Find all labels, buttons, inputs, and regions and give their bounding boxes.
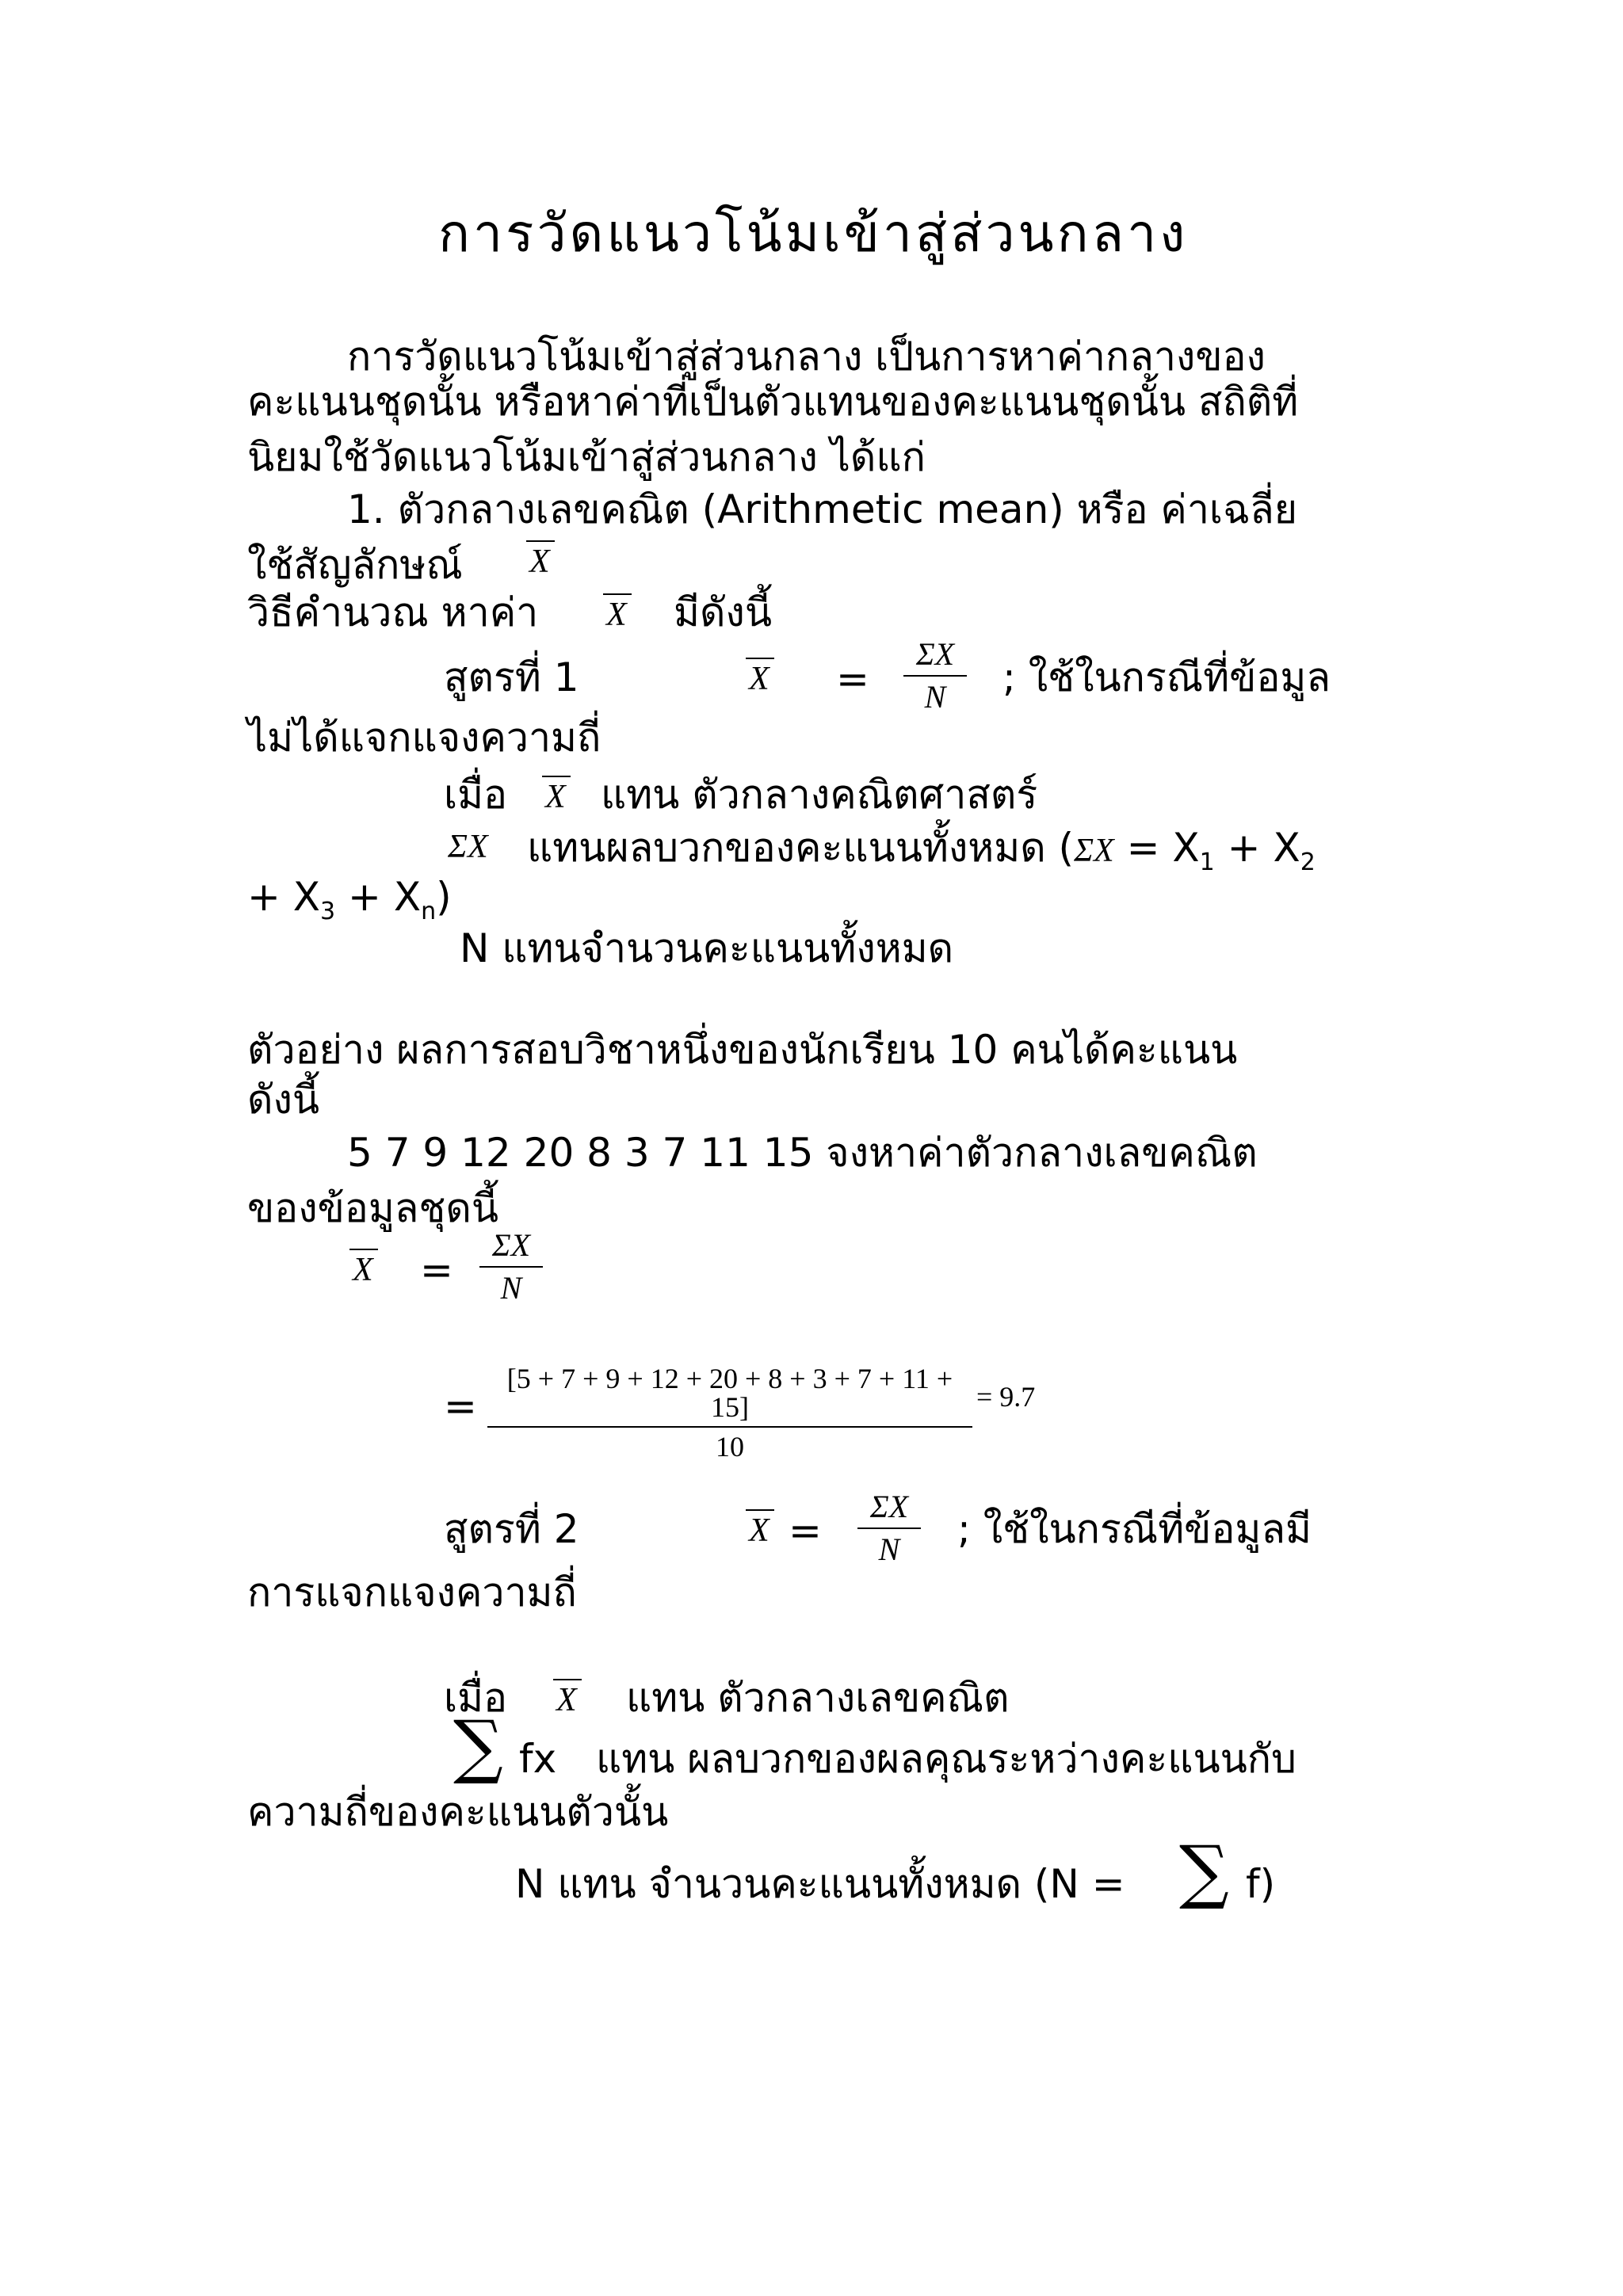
fraction-bar	[857, 1527, 921, 1529]
where-fx-desc: แทน ผลบวกของผลคุณระหว่างคะแนนกับ	[596, 1736, 1296, 1782]
xbar-symbol: X	[556, 1682, 577, 1718]
where-sum-text: แทนผลบวกของคะแนนทั้งหมด (	[527, 825, 1075, 871]
where-fx-desc-cont: ความถี่ของคะแนนตัวนั้น	[247, 1789, 669, 1835]
where-label: เมื่อ	[444, 772, 508, 818]
fraction-numerator: ΣX	[869, 1489, 909, 1524]
calc-numerator: [5 + 7 + 9 + 12 + 20 + 8 + 3 + 7 + 11 + 15]	[506, 1363, 953, 1423]
fraction-bar	[479, 1266, 543, 1268]
intro-line-2: คะแนนชุดนั้น หรือหาค่าที่เป็นตัวแทนของคะแนนชุดนั้น สถิติที่	[247, 379, 1299, 425]
example-line-1: ตัวอย่าง ผลการสอบวิชาหนึ่งของนักเรียน 10 คนได้คะแนน	[247, 1027, 1238, 1073]
sum-term-2: + X	[1227, 825, 1300, 871]
xbar-symbol: X	[529, 543, 550, 580]
sum-term-n: + X	[348, 874, 422, 920]
xbar-symbol: X	[545, 779, 566, 815]
example-line-2: ดังนี้	[247, 1077, 320, 1123]
method-suffix: มีดังนี้	[674, 589, 773, 635]
where-n-desc: N แทน จำนวนคะแนนทั้งหมด (N =	[515, 1861, 1125, 1907]
intro-line-3: นิยมใช้วัดแนวโน้มเข้าสู่ส่วนกลาง ได้แก่	[247, 434, 926, 480]
formula1-label: สูตรที่ 1	[444, 654, 579, 700]
sigma-x-symbol: ΣX	[448, 829, 488, 865]
fraction-sigma-x-over-n	[903, 636, 967, 715]
where-label: เมื่อ	[444, 1675, 508, 1721]
intro-line-1: การวัดแนวโน้มเข้าสู่ส่วนกลาง เป็นการหาค่ากลางของ	[347, 334, 1266, 379]
fraction-sigma-x-over-n	[857, 1491, 921, 1566]
fraction-numerator: ΣX	[915, 636, 955, 672]
item1-symbol-label: ใช้สัญลักษณ์	[247, 542, 463, 588]
item1-heading: 1. ตัวกลางเลขคณิต (Arithmetic mean) หรือ ค่าเฉลี่ย	[347, 486, 1297, 532]
fraction-denominator: N	[878, 1531, 900, 1567]
calc-denominator: 10	[716, 1431, 744, 1463]
subscript: 2	[1300, 849, 1316, 876]
subscript: 3	[320, 898, 336, 925]
equals-sign: =	[420, 1247, 453, 1293]
summation-icon: ∑	[453, 1705, 503, 1787]
page-title: การวัดแนวโน้มเข้าสู่ส่วนกลาง	[438, 203, 1189, 264]
closing-paren: )	[436, 874, 452, 920]
sum-term-3: + X	[247, 874, 321, 920]
where-sum-desc-cont	[247, 874, 452, 925]
example-line-4: ของข้อมูลชุดนี้	[247, 1185, 499, 1231]
fraction-bar	[487, 1426, 972, 1428]
where-n-desc: N แทนจำนวนคะแนนทั้งหมด	[460, 925, 954, 971]
where-x-desc: แทน ตัวกลางเลขคณิต	[626, 1675, 1010, 1721]
sigma-x-symbol: ΣX	[1074, 833, 1114, 869]
equals-sign: =	[444, 1383, 477, 1429]
formula2-label: สูตรที่ 2	[444, 1506, 579, 1552]
calc-fraction	[487, 1364, 972, 1461]
where-x-desc: แทน ตัวกลางคณิตศาสตร์	[601, 772, 1038, 818]
subscript: n	[421, 898, 437, 925]
xbar-symbol: X	[353, 1252, 373, 1288]
formula1-note-cont: ไม่ได้แจกแจงความถี่	[247, 715, 601, 761]
fraction-denominator: N	[500, 1270, 522, 1306]
method-prefix: วิธีคำนวณ หาค่า	[247, 589, 539, 635]
where-sum-desc	[527, 825, 1316, 876]
xbar-symbol: X	[606, 597, 627, 633]
equals-sign: =	[789, 1508, 822, 1554]
formula1-note: ; ใช้ในกรณีที่ข้อมูล	[1002, 654, 1331, 700]
where-n-tail: f)	[1246, 1861, 1276, 1907]
fraction-numerator: ΣX	[491, 1227, 531, 1263]
where-fx-symbol: fx	[519, 1736, 557, 1782]
formula2-note-cont: การแจกแจงความถี่	[247, 1569, 577, 1615]
sum-term-1: = X	[1126, 825, 1200, 871]
fraction-bar	[903, 675, 967, 677]
xbar-symbol: X	[749, 661, 769, 697]
equals-sign: =	[836, 656, 869, 702]
subscript: 1	[1199, 849, 1215, 876]
xbar-symbol: X	[749, 1512, 769, 1549]
calc-result: = 9.7	[976, 1381, 1036, 1413]
formula2-note: ; ใช้ในกรณีที่ข้อมูลมี	[957, 1506, 1312, 1552]
summation-icon: ∑	[1179, 1830, 1229, 1912]
fraction-denominator: N	[924, 679, 946, 715]
fraction-sigma-x-over-n	[479, 1227, 543, 1306]
example-scores: 5 7 9 12 20 8 3 7 11 15 จงหาค่าตัวกลางเลขคณิต	[347, 1130, 1258, 1176]
